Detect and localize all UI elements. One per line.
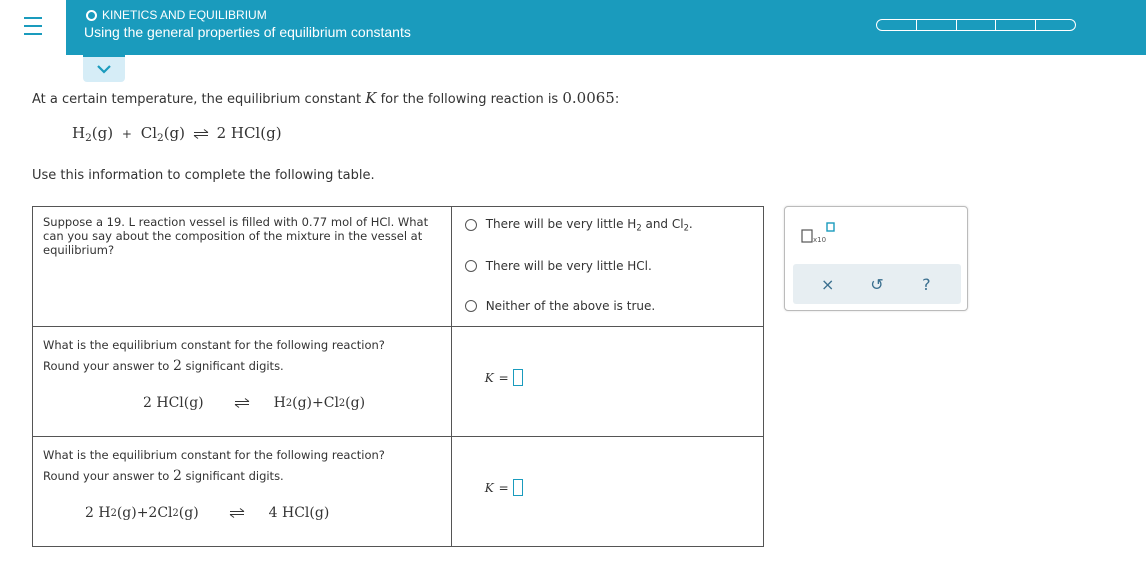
question-intro: At a certain temperature, the equilibrium constant K for the following reaction is 0.0065: — [32, 89, 620, 107]
close-icon: × — [820, 274, 835, 294]
table-row — [33, 207, 764, 327]
composition-options — [451, 207, 763, 327]
page-title: Using the general properties of equilibrium constants — [84, 24, 411, 40]
equilibrium-arrow-icon — [193, 129, 209, 139]
reverse-reaction: 2 HCl(g) H 2 (g)+Cl 2 (g) — [143, 395, 366, 411]
topic-label: KINETICS AND EQUILIBRIUM — [86, 8, 267, 22]
help-button[interactable] — [915, 273, 937, 295]
table-row — [33, 437, 764, 547]
composition-question: Suppose a 19. L reaction vessel is filled with 0.77 mol of HCl. What can you say about the composition of the mixture in the vessel at equilibrium? — [33, 207, 452, 327]
k-doubled-input[interactable] — [513, 479, 523, 496]
progress-segment — [877, 20, 917, 30]
question-table — [32, 206, 764, 547]
equilibrium-arrow-icon — [234, 398, 250, 408]
option-little-h2-cl2[interactable]: There will be very little $H_2$ and $Cl_2$. — [465, 217, 750, 233]
topic-circle-icon — [86, 10, 97, 21]
x10-icon — [801, 222, 841, 244]
radio-button[interactable] — [465, 219, 477, 231]
collapse-toggle[interactable] — [83, 55, 125, 82]
scientific-notation-button[interactable] — [801, 222, 841, 244]
table-row — [33, 327, 764, 437]
undo-icon: ↺ — [870, 274, 884, 294]
doubled-reaction-question: What is the equilibrium constant for the following reaction? Round your answer to 2 significant digits. 2 H 2 (g)+2Cl 2 (g) 4 HCl(g) — [33, 437, 452, 547]
help-icon: ? — [922, 274, 931, 294]
progress-segment — [917, 20, 957, 30]
svg-text:x10: x10 — [813, 236, 827, 244]
k-answer-cell: K = — [451, 327, 763, 437]
k-reverse-input[interactable] — [513, 369, 523, 386]
equilibrium-arrow-icon — [229, 508, 245, 518]
progress-bar — [876, 19, 1076, 31]
option-neither[interactable]: Neither of the above is true. — [465, 299, 750, 313]
top-bar — [0, 0, 1146, 55]
main-reaction: $H_2(g) + Cl_2(g)$ 2 HCl(g) — [72, 124, 282, 145]
clear-button[interactable] — [817, 273, 839, 295]
doubled-reaction: 2 H 2 (g)+2Cl 2 (g) 4 HCl(g) — [85, 505, 330, 521]
progress-segment — [996, 20, 1036, 30]
reverse-reaction-question: What is the equilibrium constant for the following reaction? Round your answer to 2 significant digits. 2 HCl(g) H 2 (g)+Cl 2 (g) — [33, 327, 452, 437]
instruction-text: Use this information to complete the following table. — [32, 168, 375, 183]
progress-segment — [957, 20, 997, 30]
undo-button[interactable] — [866, 273, 888, 295]
tool-row — [793, 264, 961, 304]
radio-button[interactable] — [465, 260, 477, 272]
progress-segment — [1036, 20, 1075, 30]
option-little-hcl[interactable]: There will be very little HCl. — [465, 259, 750, 273]
answer-tools-panel — [784, 206, 968, 311]
chevron-down-icon — [97, 65, 111, 74]
radio-button[interactable] — [465, 300, 477, 312]
k-answer-cell: K = — [451, 437, 763, 547]
menu-icon[interactable] — [0, 0, 66, 55]
